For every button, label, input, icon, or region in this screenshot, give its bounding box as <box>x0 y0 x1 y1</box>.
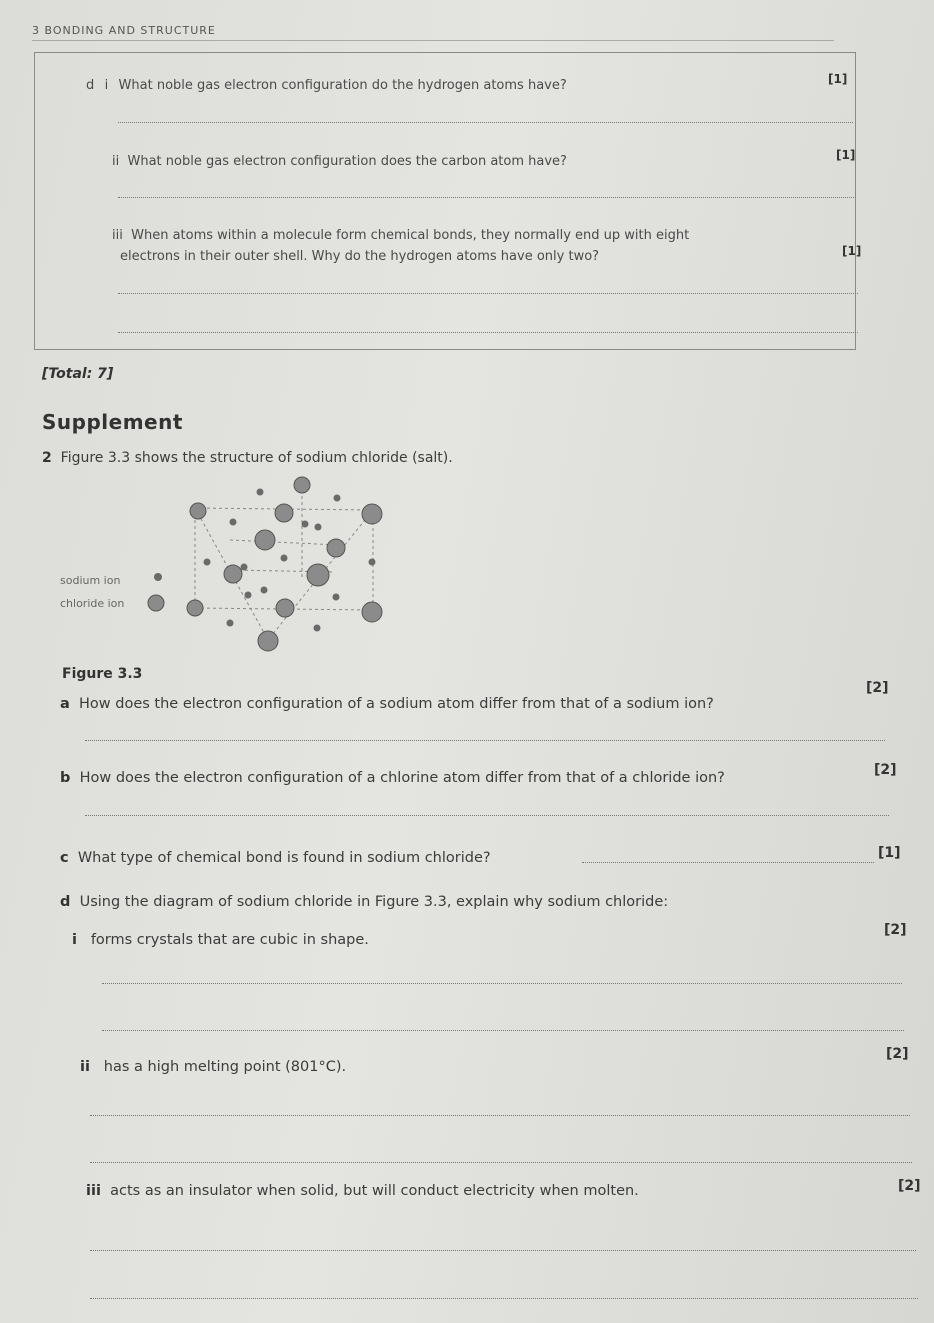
answer-line[interactable] <box>90 1298 918 1299</box>
q-iii-marks: [1] <box>842 244 862 258</box>
legend-chloride-label: chloride ion <box>60 597 125 610</box>
qc-label: c <box>60 850 69 866</box>
part-d-question-iii-line1 <box>112 228 689 243</box>
qd-label: d <box>60 894 71 910</box>
answer-line[interactable] <box>102 1030 904 1031</box>
part-d-question-i <box>86 78 567 93</box>
answer-line[interactable] <box>118 197 856 198</box>
qb-text: How does the electron configuration of a chlorine atom differ from that of a chloride ion? <box>79 770 725 786</box>
qd-i-text: forms crystals that are cubic in shape. <box>90 932 369 948</box>
q-iii-num: iii <box>112 228 123 243</box>
qd-ii-marks: [2] <box>886 1046 909 1062</box>
answer-line[interactable] <box>102 983 902 984</box>
qd-ii-text: has a high melting point (801°C). <box>103 1059 347 1075</box>
q2-text: Figure 3.3 shows the structure of sodium chloride (salt). <box>60 450 453 466</box>
qd-iii-marks: [2] <box>898 1178 921 1194</box>
qb-marks: [2] <box>874 762 897 778</box>
chloride-ions <box>148 477 382 651</box>
legend-chloride-dot <box>148 595 164 611</box>
answer-line-inline[interactable] <box>582 862 874 863</box>
header-rule <box>32 40 834 41</box>
total-marks: [Total: 7] <box>42 366 114 382</box>
legend-sodium-dot <box>154 573 162 581</box>
q-i-num: i <box>104 78 109 93</box>
answer-line[interactable] <box>118 332 858 333</box>
supplement-heading: Supplement <box>42 410 183 434</box>
answer-line[interactable] <box>85 815 889 816</box>
answer-line[interactable] <box>118 293 858 294</box>
q-i-marks: [1] <box>828 72 848 86</box>
q-iii-line2: electrons in their outer shell. Why do the hydrogen atoms have only two? <box>120 249 600 264</box>
legend-sodium-label: sodium ion <box>60 574 121 587</box>
part-d-question-ii <box>112 154 567 169</box>
supplement-q2 <box>42 450 453 466</box>
page-header: 3 BONDING AND STRUCTURE <box>32 24 216 37</box>
qd-iii-num: iii <box>86 1183 101 1199</box>
q2-number: 2 <box>42 450 52 466</box>
qa-text: How does the electron configuration of a sodium atom differ from that of a sodium ion? <box>79 696 714 712</box>
q-ii-text: What noble gas electron configuration does the carbon atom have? <box>127 154 567 169</box>
qb-label: b <box>60 770 71 786</box>
answer-line[interactable] <box>90 1162 912 1163</box>
question-c <box>60 850 491 866</box>
answer-line[interactable] <box>118 122 853 123</box>
question-d-iii <box>86 1183 639 1199</box>
q-ii-num: ii <box>112 154 120 169</box>
qd-i-marks: [2] <box>884 922 907 938</box>
qc-marks: [1] <box>878 845 901 861</box>
qd-iii-text: acts as an insulator when solid, but will conduct electricity when molten. <box>110 1183 639 1199</box>
question-d-ii <box>80 1059 346 1075</box>
figure-caption: Figure 3.3 <box>62 666 143 682</box>
question-box <box>34 52 856 350</box>
qc-text: What type of chemical bond is found in sodium chloride? <box>77 850 491 866</box>
question-d <box>60 894 668 910</box>
qd-i-num: i <box>72 932 77 948</box>
q-i-text: What noble gas electron configuration do the hydrogen atoms have? <box>118 78 567 93</box>
q-iii-line1: When atoms within a molecule form chemical bonds, they normally end up with eight <box>131 228 690 243</box>
part-d-label: d <box>86 78 95 93</box>
answer-line[interactable] <box>90 1250 916 1251</box>
answer-line[interactable] <box>85 740 885 741</box>
answer-line[interactable] <box>90 1115 910 1116</box>
qd-text: Using the diagram of sodium chloride in Figure 3.3, explain why sodium chloride: <box>79 894 669 910</box>
q-ii-marks: [1] <box>836 148 856 162</box>
qa-marks: [2] <box>866 680 889 696</box>
question-d-i <box>72 932 369 948</box>
question-a <box>60 696 714 712</box>
question-b <box>60 770 725 786</box>
qd-ii-num: ii <box>80 1059 90 1075</box>
sodium-chloride-lattice-figure <box>140 470 400 660</box>
qa-label: a <box>60 696 70 712</box>
